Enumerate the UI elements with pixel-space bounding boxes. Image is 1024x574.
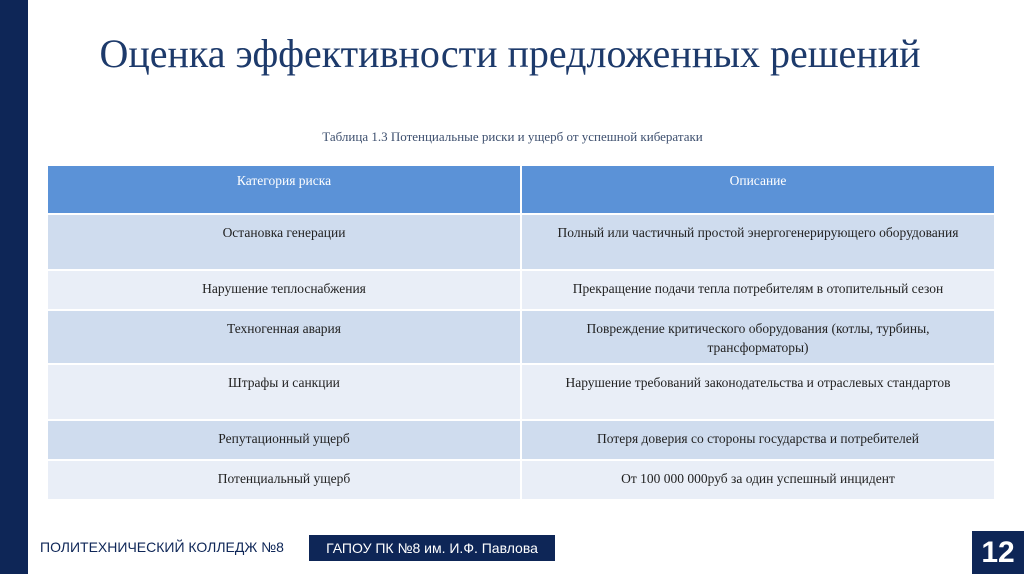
table-header-row — [48, 166, 995, 214]
risk-description-cell: От 100 000 000руб за один успешный инцидент — [521, 460, 995, 500]
risk-description-cell: Повреждение критического оборудования (котлы, турбины, трансформаторы) — [521, 310, 995, 364]
page-number: 12 — [972, 531, 1024, 574]
risk-description-cell: Нарушение требований законодательства и отраслевых стандартов — [521, 364, 995, 420]
table-row — [48, 364, 995, 420]
footer-institution-badge: ГАПОУ ПК №8 им. И.Ф. Павлова — [309, 535, 555, 561]
table-caption: Таблица 1.3 Потенциальные риски и ущерб от успешной кибератаки — [322, 129, 703, 144]
risk-category-cell: Остановка генерации — [48, 214, 521, 270]
risk-category-cell: Репутационный ущерб — [48, 420, 521, 460]
table-row — [48, 214, 995, 270]
risk-table — [48, 166, 996, 501]
left-accent-bar — [0, 0, 28, 574]
slide-title: Оценка эффективности предложенных решений — [99, 31, 921, 76]
table-row — [48, 310, 995, 364]
risk-description-cell: Прекращение подачи тепла потребителям в отопительный сезон — [521, 270, 995, 310]
risk-category-cell: Техногенная авария — [48, 310, 521, 364]
table-row — [48, 270, 995, 310]
footer-college-name: ПОЛИТЕХНИЧЕСКИЙ КОЛЛЕДЖ №8 — [40, 539, 284, 555]
risk-category-cell: Штрафы и санкции — [48, 364, 521, 420]
risk-category-cell: Потенциальный ущерб — [48, 460, 521, 500]
table-row — [48, 420, 995, 460]
risk-description-cell: Полный или частичный простой энергогенерирующего оборудования — [521, 214, 995, 270]
table-row — [48, 460, 995, 500]
header-risk-category: Категория риска — [48, 166, 521, 214]
risk-description-cell: Потеря доверия со стороны государства и потребителей — [521, 420, 995, 460]
header-description: Описание — [521, 166, 995, 214]
risk-category-cell: Нарушение теплоснабжения — [48, 270, 521, 310]
